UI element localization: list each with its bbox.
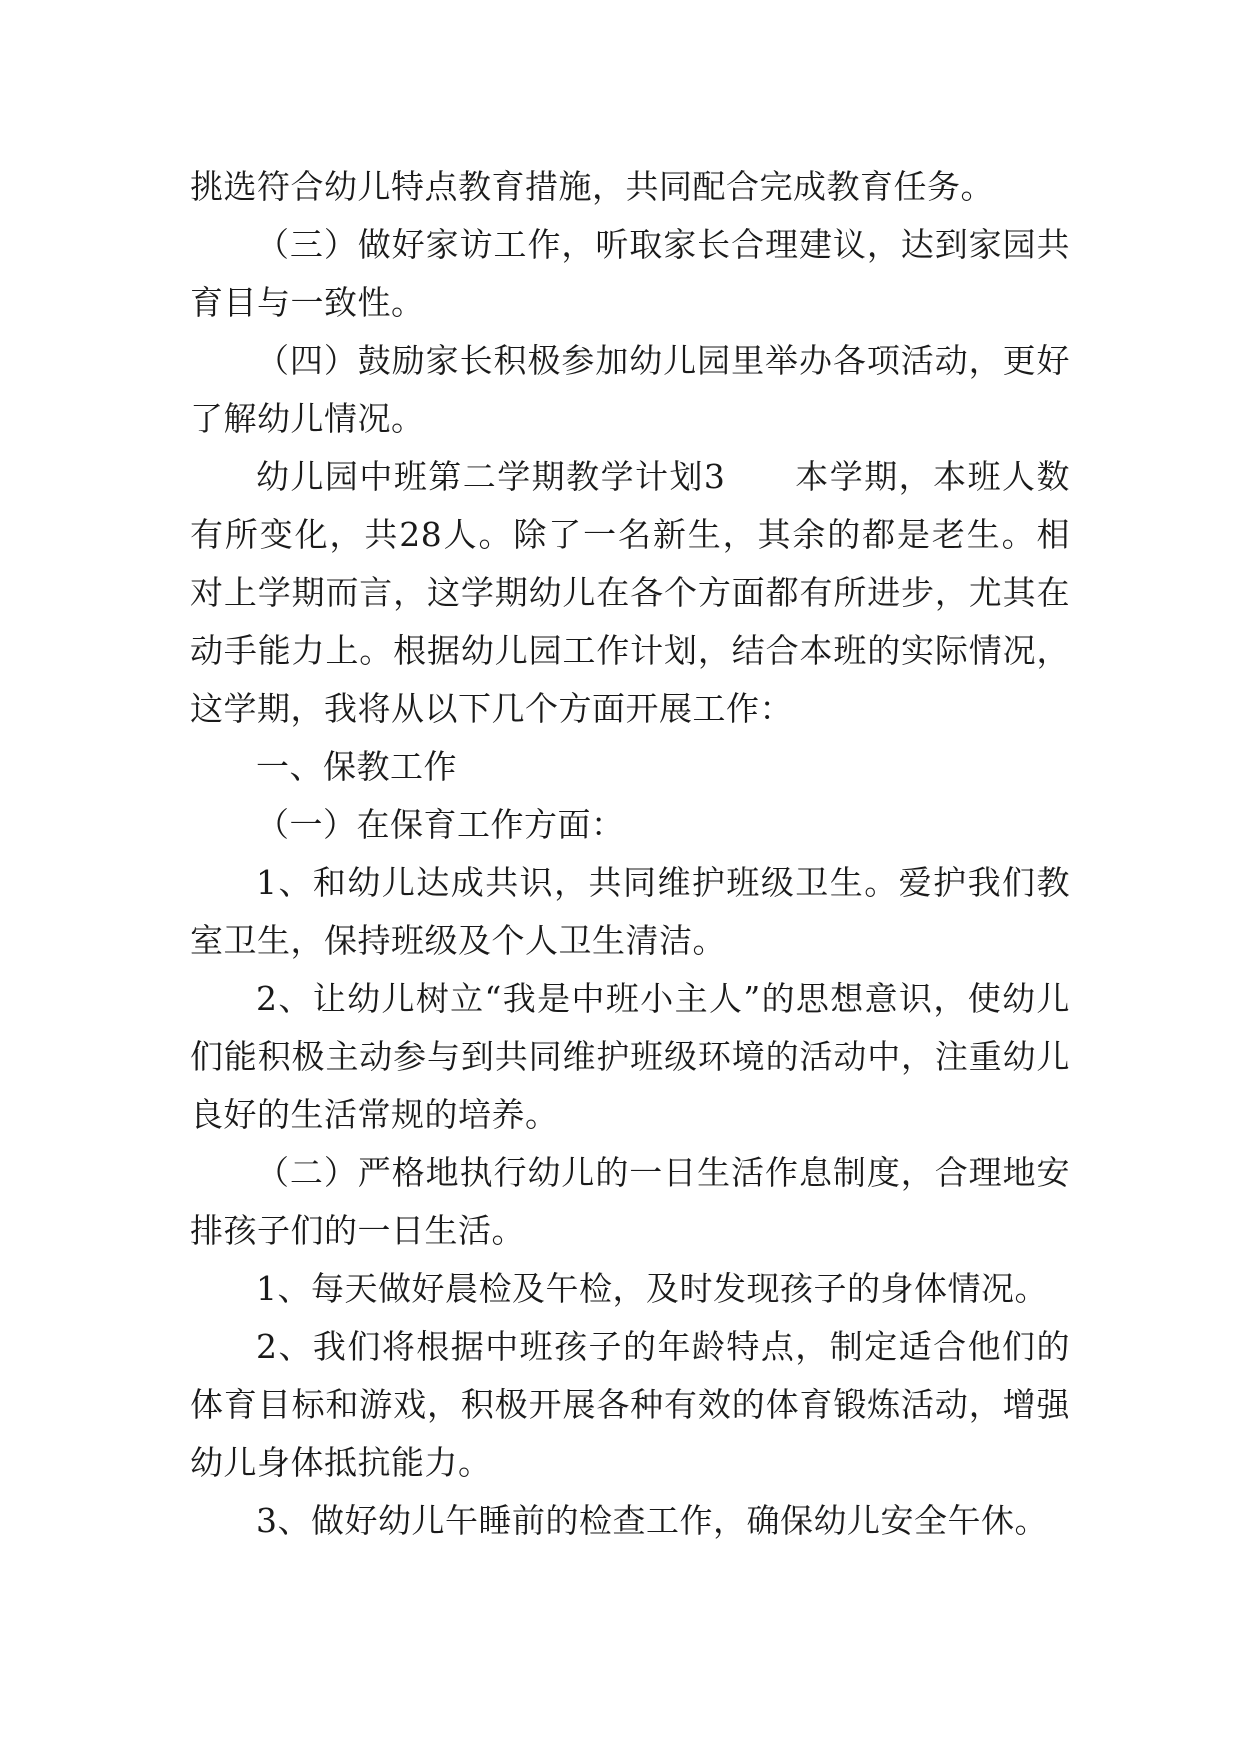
- paragraph: 2、我们将根据中班孩子的年龄特点，制定适合他们的体育目标和游戏，积极开展各种有效的体育锻炼活动，增强幼儿身体抵抗能力。: [190, 1327, 1070, 1482]
- section-heading: 一、保教工作: [256, 747, 457, 786]
- paragraph: 3、做好幼儿午睡前的检查工作，确保幼儿安全午休。: [256, 1501, 1048, 1540]
- paragraph: 2、让幼儿树立“我是中班小主人”的思想意识，使幼儿们能积极主动参与到共同维护班级环境的活动中，注重幼儿良好的生活常规的培养。: [190, 979, 1070, 1134]
- paragraph: （四）鼓励家长积极参加幼儿园里举办各项活动，更好了解幼儿情况。: [190, 341, 1070, 438]
- paragraph: 幼儿园中班第二学期教学计划3 本学期，本班人数有所变化，共28人。除了一名新生，其余的都是老生。相对上学期而言，这学期幼儿在各个方面都有所进步，尤其在动手能力上。根据幼儿园工作计划，结合本班的实际情况，这学期，我将从以下几个方面开展工作：: [190, 457, 1070, 728]
- paragraph: 1、和幼儿达成共识，共同维护班级卫生。爱护我们教室卫生，保持班级及个人卫生清洁。: [190, 863, 1070, 960]
- document-body: [190, 158, 1070, 1550]
- subsection-heading: （二）严格地执行幼儿的一日生活作息制度，合理地安排孩子们的一日生活。: [190, 1153, 1070, 1250]
- paragraph: 1、每天做好晨检及午检，及时发现孩子的身体情况。: [256, 1269, 1048, 1308]
- subsection-heading: （一）在保育工作方面：: [256, 805, 625, 844]
- paragraph: 挑选符合幼儿特点教育措施，共同配合完成教育任务。: [190, 167, 994, 206]
- paragraph: （三）做好家访工作，听取家长合理建议，达到家园共育目与一致性。: [190, 225, 1070, 322]
